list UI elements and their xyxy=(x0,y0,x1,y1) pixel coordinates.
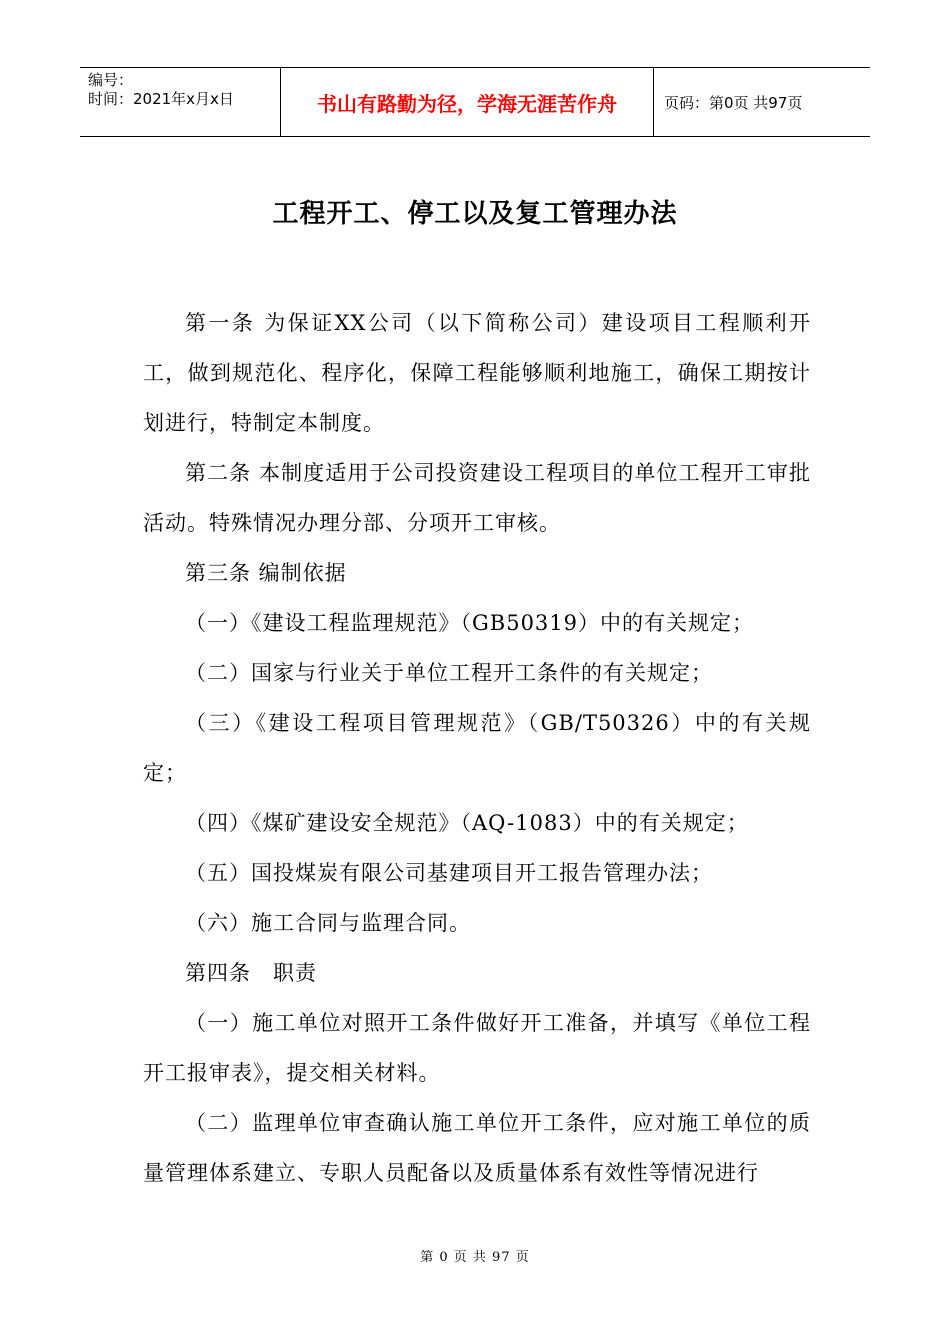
paragraph: （一）施工单位对照开工条件做好开工准备，并填写《单位工程开工报审表》，提交相关材料。 xyxy=(143,1011,811,1085)
document-header xyxy=(80,67,870,137)
header-meta-cell xyxy=(80,68,281,136)
header-page-info: 页码：第0页 共97页 xyxy=(664,93,803,112)
paragraph: （四）《煤矿建设安全规范》（AQ-1083）中的有关规定； xyxy=(185,811,749,835)
page-footer: 第 0 页 共 97 页 xyxy=(420,1250,530,1265)
document-body xyxy=(143,298,811,1198)
paragraph: （二）监理单位审查确认施工单位开工条件，应对施工单位的质量管理体系建立、专职人员配备以及质量体系有效性等情况进行 xyxy=(143,1111,811,1185)
paragraph: （二）国家与行业关于单位工程开工条件的有关规定； xyxy=(185,661,713,685)
paragraph: （六）施工合同与监理合同。 xyxy=(185,911,471,935)
paragraph: 第一条 为保证XX公司（以下简称公司）建设项目工程顺利开工，做到规范化、程序化，保障工程能够顺利地施工，确保工期按计划进行，特制定本制度。 xyxy=(143,311,811,435)
paragraph: （五）国投煤炭有限公司基建项目开工报告管理办法； xyxy=(185,861,713,885)
paragraph: （三）《建设工程项目管理规范》（GB/T50326）中的有关规定； xyxy=(143,711,811,785)
paragraph: （一）《建设工程监理规范》（GB50319）中的有关规定； xyxy=(185,611,755,635)
header-number-label: 编号： xyxy=(88,71,134,89)
header-motto: 书山有路勤为径，学海无涯苦作舟 xyxy=(281,68,654,136)
paragraph: 第三条 编制依据 xyxy=(185,561,347,585)
document-title: 工程开工、停工以及复工管理办法 xyxy=(272,199,678,229)
header-time-label: 时间：2021年x月x日 xyxy=(88,90,234,108)
paragraph: 第二条 本制度适用于公司投资建设工程项目的单位工程开工审批活动。特殊情况办理分部、分项开工审核。 xyxy=(143,461,811,535)
paragraph: 第四条 职责 xyxy=(185,961,317,985)
